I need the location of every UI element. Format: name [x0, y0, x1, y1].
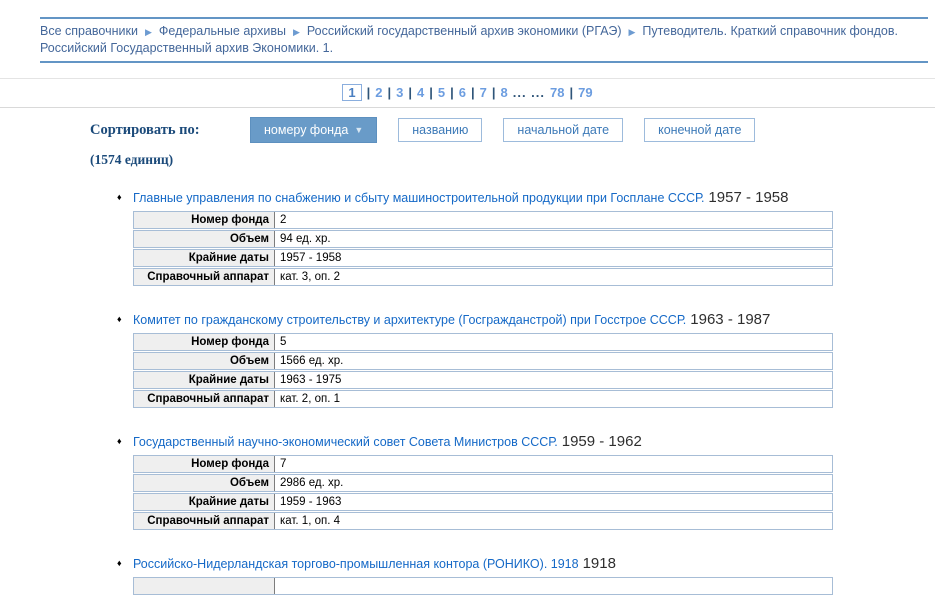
field-value: кат. 3, оп. 2: [280, 271, 341, 283]
bullet-icon: ♦: [117, 314, 122, 324]
table-row: [133, 493, 833, 511]
table-row: [133, 474, 833, 492]
field-label: Объем: [134, 231, 275, 247]
fond-detail-table: [133, 455, 833, 530]
pagination-separator: |: [569, 85, 574, 100]
sort-bar: [90, 117, 935, 143]
breadcrumb-current: Путеводитель. Краткий справочник фондов. Российский Государственный архив Экономики. 1.: [40, 24, 899, 55]
sort-label: Сортировать по:: [90, 121, 200, 138]
sort-button[interactable]: [398, 118, 482, 142]
pagination-page-link[interactable]: 7: [479, 85, 487, 100]
pagination-separator: |: [470, 85, 475, 100]
bullet-icon: ♦: [117, 558, 122, 568]
pagination-separator: |: [491, 85, 496, 100]
pagination-page-link[interactable]: 6: [458, 85, 466, 100]
breadcrumb: [40, 17, 928, 63]
pagination-separator: |: [429, 85, 433, 100]
bullet-icon: ♦: [117, 192, 122, 202]
entry-dates: 1918: [582, 555, 616, 572]
table-row: [133, 371, 833, 389]
pagination-separator: |: [387, 85, 392, 100]
sort-button-label: номеру фонда: [264, 123, 349, 137]
pagination-page-link[interactable]: 78: [550, 85, 565, 100]
field-label: Номер фонда: [134, 456, 275, 472]
results-count: (1574 единиц): [90, 152, 174, 167]
list-item: [0, 433, 935, 530]
field-value: 1957 - 1958: [280, 252, 342, 264]
breadcrumb-arrow-icon: ▶: [628, 27, 636, 37]
field-value: 1566 ед. хр.: [280, 355, 344, 367]
sort-button[interactable]: [503, 118, 623, 142]
field-label: Крайние даты: [134, 250, 275, 266]
sort-buttons: [250, 117, 776, 143]
field-value: кат. 1, оп. 4: [280, 515, 341, 527]
table-row: [133, 333, 833, 351]
table-row: [133, 249, 833, 267]
field-value: 2986 ед. хр.: [280, 477, 344, 489]
pagination-page-link[interactable]: 5: [437, 85, 446, 100]
pagination-separator: |: [366, 85, 371, 100]
breadcrumb-link[interactable]: Федеральные архивы: [158, 24, 286, 38]
pagination: [0, 78, 935, 108]
entry-title: [133, 189, 935, 207]
sort-button[interactable]: [644, 118, 755, 142]
list-item: [0, 311, 935, 408]
entry-title-link[interactable]: Комитет по гражданскому строительству и архитектуре (Госгражданстрой) при Госстрое СССР.: [133, 313, 687, 327]
field-value: 94 ед. хр.: [280, 233, 331, 245]
fond-list: [0, 189, 935, 595]
entry-title: [133, 555, 935, 573]
list-item: [0, 189, 935, 286]
entry-title: [133, 311, 935, 329]
field-label: Объем: [134, 353, 275, 369]
sort-button[interactable]: [250, 117, 377, 143]
sort-button-label: названию: [412, 123, 469, 137]
field-value: 1959 - 1963: [280, 496, 342, 508]
entry-title-link[interactable]: Главные управления по снабжению и сбыту машиностроительной продукции при Госплане СССР.: [133, 191, 705, 205]
field-label: Справочный аппарат: [134, 391, 275, 407]
breadcrumb-link[interactable]: Все справочники: [40, 24, 138, 38]
field-value: [275, 578, 832, 594]
fond-detail-table: [133, 211, 833, 286]
field-label: [134, 578, 275, 594]
table-row: [133, 211, 833, 229]
breadcrumb-link[interactable]: Российский государственный архив экономики (РГАЭ): [306, 24, 622, 38]
entry-dates: 1959 - 1962: [561, 433, 642, 450]
field-value: 7: [280, 458, 287, 470]
table-row: [133, 390, 833, 408]
dropdown-arrow-icon: ▼: [354, 125, 364, 135]
list-item: [0, 555, 935, 595]
field-label: Крайние даты: [134, 494, 275, 510]
pagination-current-page: 1: [342, 84, 361, 101]
table-row: [133, 512, 833, 530]
entry-dates: 1957 - 1958: [708, 189, 789, 206]
fond-detail-table: [133, 333, 833, 408]
pagination-separator: |: [408, 85, 412, 100]
table-row: [133, 230, 833, 248]
pagination-ellipsis: ... ...: [512, 85, 546, 100]
entry-dates: 1963 - 1987: [690, 311, 771, 328]
entry-title-link[interactable]: Российско-Нидерландская торгово-промышленная контора (РОНИКО). 1918: [133, 557, 579, 571]
pagination-page-link[interactable]: 2: [375, 85, 383, 100]
field-label: Справочный аппарат: [134, 513, 275, 529]
pagination-page-link[interactable]: 4: [417, 85, 425, 100]
bullet-icon: ♦: [117, 436, 122, 446]
field-label: Крайние даты: [134, 372, 275, 388]
field-label: Номер фонда: [134, 212, 275, 228]
table-row: [133, 352, 833, 370]
pagination-separator: |: [450, 85, 454, 100]
field-label: Объем: [134, 475, 275, 491]
table-row: [133, 577, 833, 595]
table-row: [133, 268, 833, 286]
field-label: Справочный аппарат: [134, 269, 275, 285]
pagination-page-link[interactable]: 79: [578, 85, 593, 100]
sort-button-label: конечной дате: [658, 123, 742, 137]
field-label: Номер фонда: [134, 334, 275, 350]
breadcrumb-arrow-icon: ▶: [292, 27, 300, 37]
sort-button-label: начальной дате: [517, 123, 610, 137]
breadcrumb-arrow-icon: ▶: [144, 27, 152, 37]
pagination-page-link[interactable]: 8: [500, 85, 508, 100]
table-row: [133, 455, 833, 473]
entry-title-link[interactable]: Государственный научно-экономический совет Совета Министров СССР.: [133, 435, 558, 449]
field-value: 2: [280, 214, 287, 226]
fond-detail-table: [133, 577, 833, 595]
field-value: кат. 2, оп. 1: [280, 393, 341, 405]
entry-title: [133, 433, 935, 451]
pagination-page-link[interactable]: 3: [396, 85, 404, 100]
field-value: 1963 - 1975: [280, 374, 342, 386]
field-value: 5: [280, 336, 287, 348]
